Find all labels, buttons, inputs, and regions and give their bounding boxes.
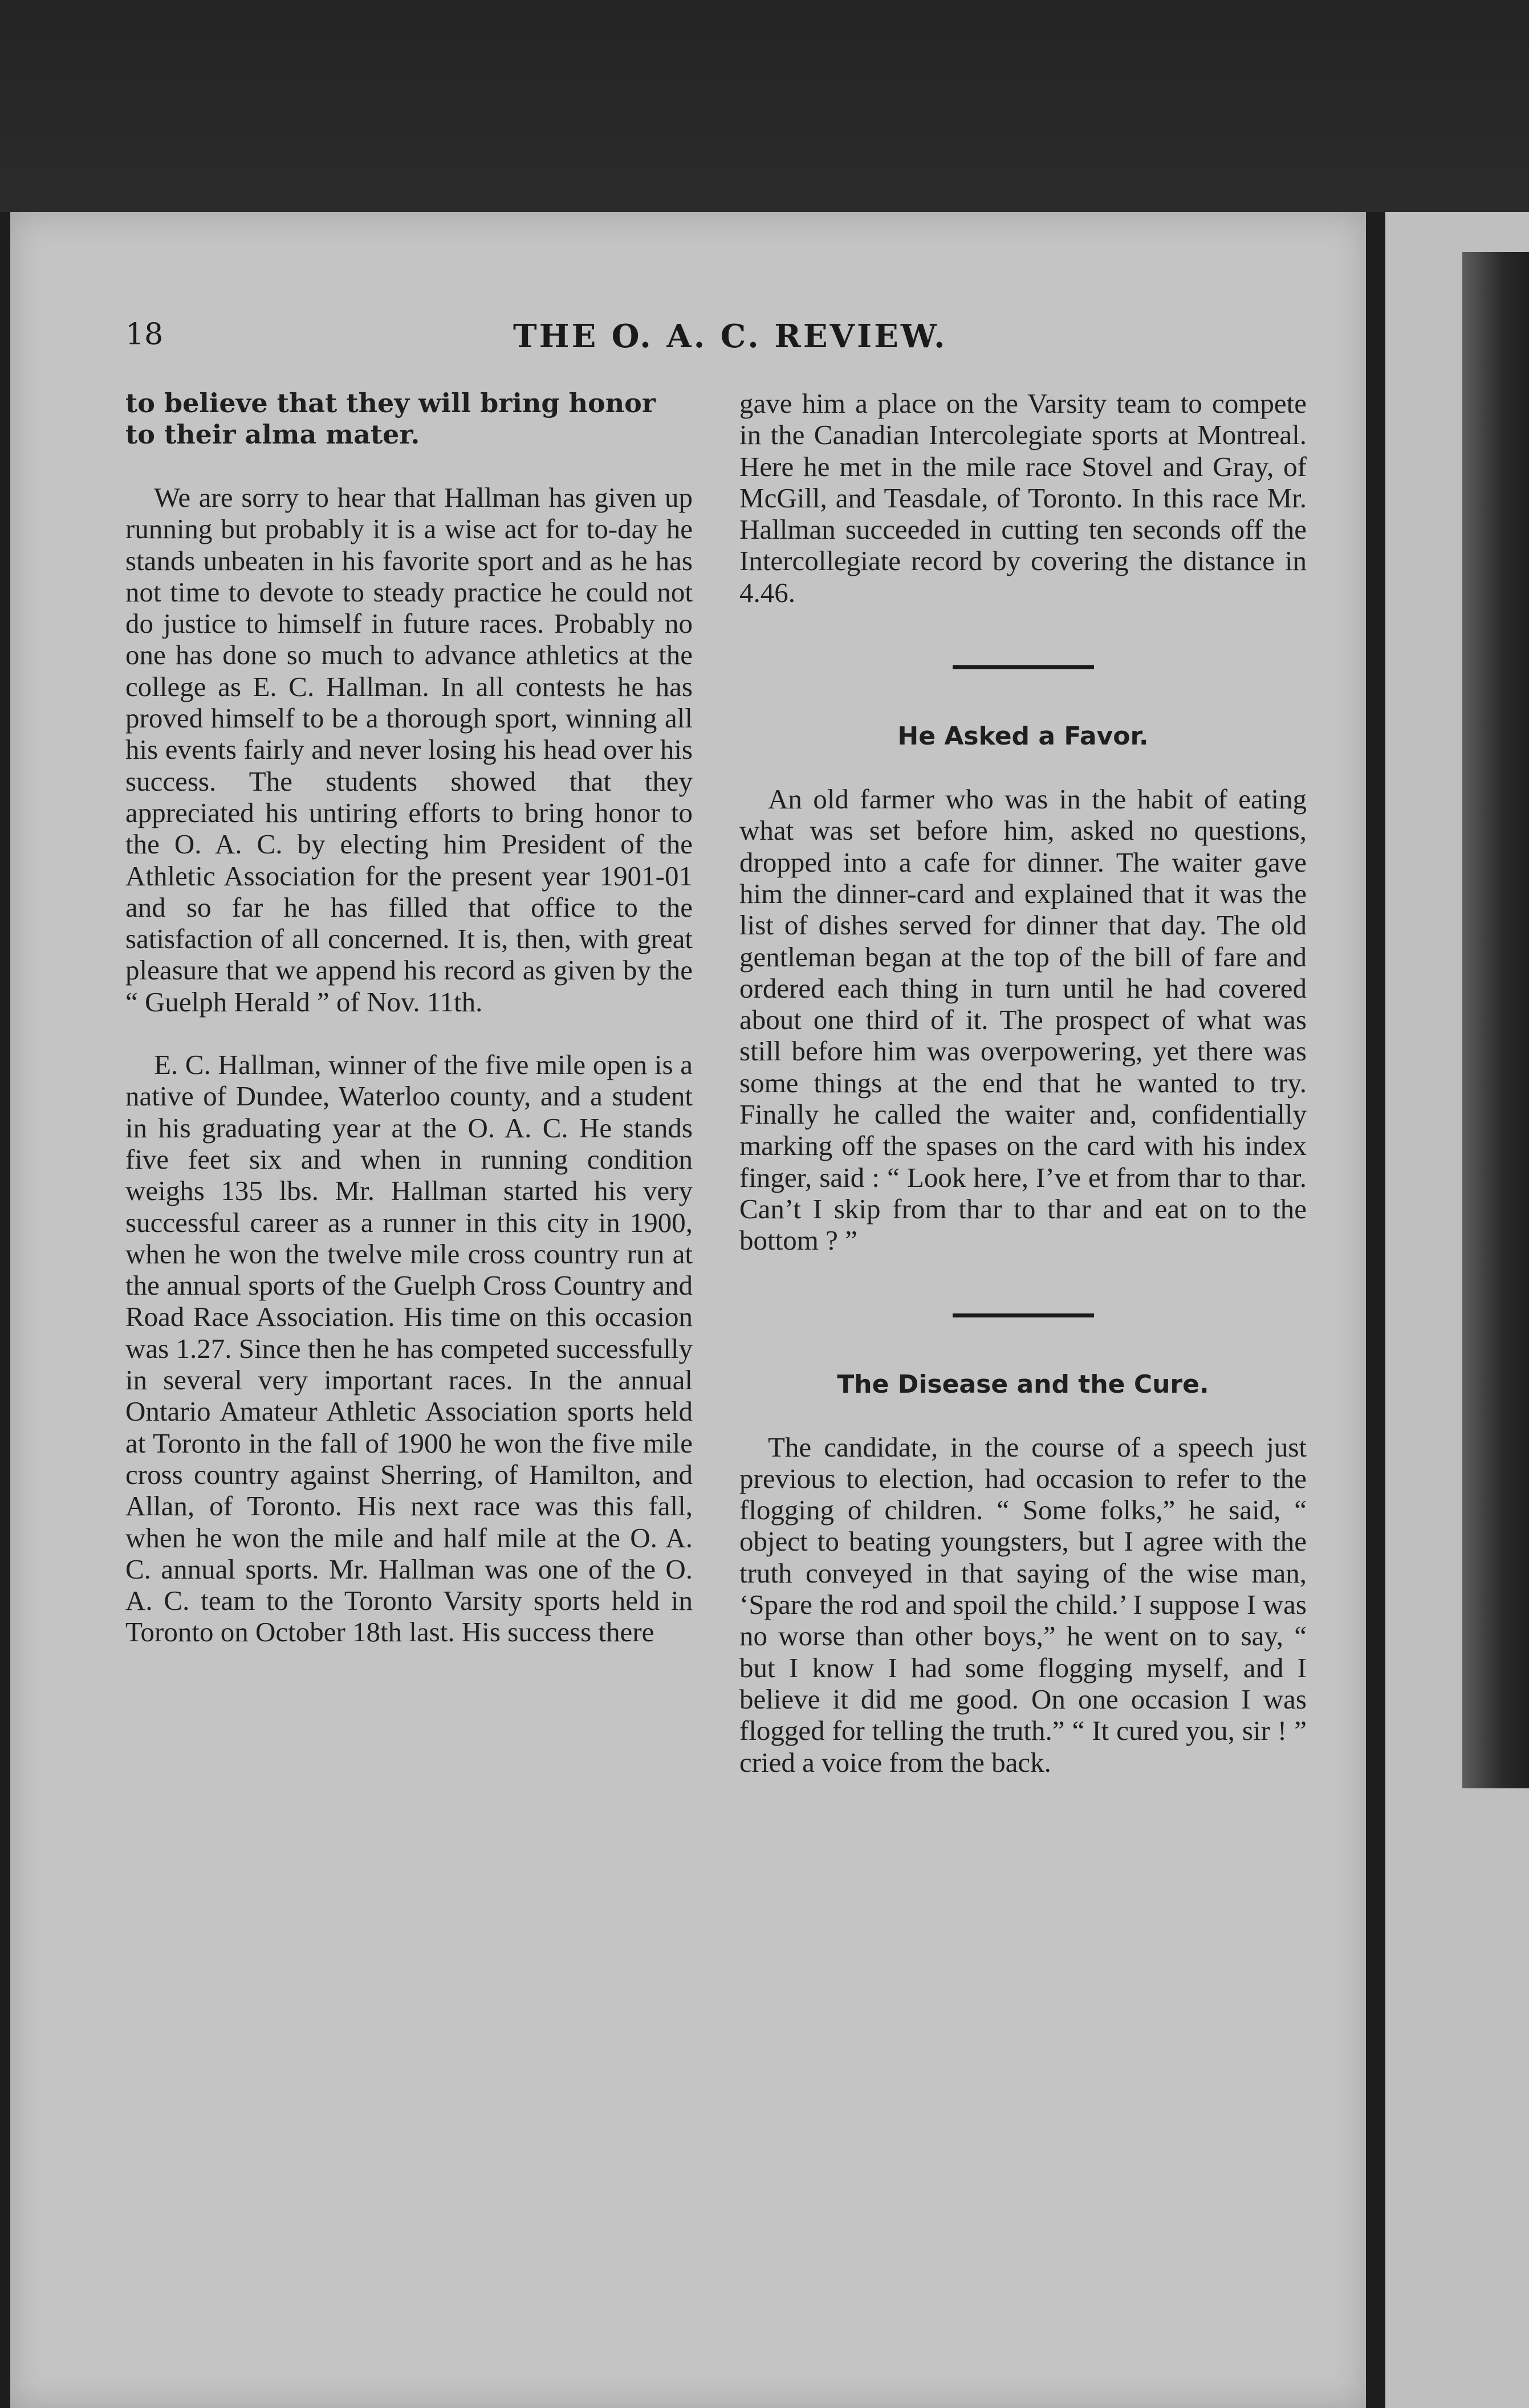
hallman-paragraph: We are sorry to hear that Hallman has given up running but probably it is a wise act for to-day he stands unbeaten in his favorite sport and as he has not time to devote to steady practice he could not do justice to himself in future races. Probably no one has done so much to advance athletics at the college as E. C. Hallman. In all contests he has proved himself to be a thorough sport, winning all his events fairly and never losing his head over his success. The students showed that they appreciated his untiring efforts to bring honor to the O. A. C. by electing him President of the Athletic Association for the present year 1901-01 and so far he has filled that office to the satisfaction of all concerned. It is, then, with great pleasure that we append his record as given by the “ Guelph Herald ” of Nov. 11th. xyxy=(125,482,693,1018)
left-column xyxy=(125,388,693,1648)
page-header xyxy=(125,318,1260,363)
article-body-favor: An old farmer who was in the habit of eating what was set before him, asked no questions, dropped into a cafe for dinner. The waiter gave him the dinner-card and explained that it was the list of dishes served for dinner that day. The old gentleman began at the top of the bill of fare and ordered each thing in turn until he had covered about one third of it. The prospect of what was still before him was overpowering, yet there was some things at the end that he wanted to try. Finally he called the waiter and, confidentially marking off the spases on the card with his index finger, said : “ Look here, I’ve et from thar to thar. Can’t I skip from thar to thar and eat on to the bottom ? ” xyxy=(739,783,1307,1256)
section-divider xyxy=(953,665,1094,669)
adjacent-page-edge xyxy=(1385,212,1529,2408)
article-body-disease: The candidate, in the course of a speech just previous to election, had occasion to refer to the flogging of children. “ Some folks,” he said, “ object to beating youngsters, but I agree with the truth conveyed in that saying of the wise man, ‘Spare the rod and spoil the child.’ I suppose I was no worse than other boys,” he went on to say, “ but I know I had some flogging myself, and I believe it did me good. On one occasion I was flogged for telling the truth.” “ It cured you, sir ! ” cried a voice from the back. xyxy=(739,1431,1307,1778)
page-number: 18 xyxy=(125,318,164,352)
lead-line: to believe that they will bring honor to their alma mater. xyxy=(125,388,656,450)
right-column xyxy=(739,388,1307,1778)
section-divider xyxy=(953,1313,1094,1317)
article-heading-disease: The Disease and the Cure. xyxy=(837,1369,1209,1399)
article-heading-favor: He Asked a Favor. xyxy=(897,722,1149,751)
hallman-record-paragraph: E. C. Hallman, winner of the five mile open is a native of Dundee, Waterloo county, and a student in his graduating year at the O. A. C. He stands five feet six and when in running condition weighs 135 lbs. Mr. Hallman started his very successful career as a runner in this city in 1900, when he won the twelve mile cross country run at the annual sports of the Guelph Cross Country and Road Race Association. His time on this occasion was 1.27. Since then he has competed successfully in several very important races. In the annual Ontario Amateur Athletic Association sports held at Toronto in the fall of 1900 he won the five mile cross country against Sherring, of Hamilton, and Allan, of Toronto. His next race was this fall, when he won the mile and half mile at the O. A. C. annual sports. Mr. Hallman was one of the O. A. C. team to the Toronto Varsity sports held in Toronto on October 18th last. His success there xyxy=(125,1049,693,1648)
scan-background xyxy=(0,0,1529,212)
adjacent-page-photo xyxy=(1462,252,1529,1788)
continuation-paragraph: gave him a place on the Varsity team to compete in the Canadian Intercolegiate sports at Montreal. Here he met in the mile race Stovel and Gray, of McGill, and Teasdale, of Toronto. In this race Mr. Hallman succeeded in cutting ten seconds off the Intercollegiate record by covering the distance in 4.46. xyxy=(739,388,1307,608)
running-title: THE O. A. C. REVIEW. xyxy=(513,318,948,355)
